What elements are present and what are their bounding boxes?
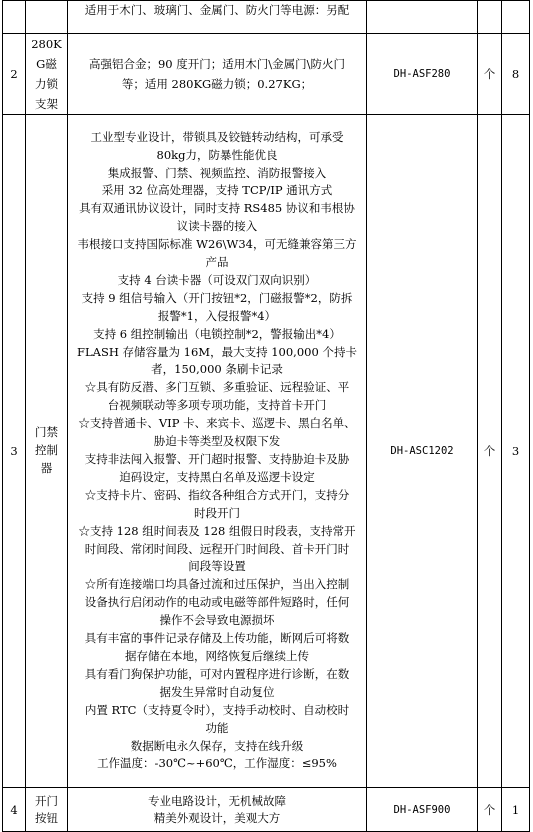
unit-cell: 个 (478, 788, 502, 832)
spec-cell (68, 34, 367, 115)
row-number-cell (3, 1, 26, 34)
model-cell: DH-ASF280 (367, 34, 478, 115)
spec-line: 具有双通讯协议设计，同时支持 RS485 协议和韦根协 (79, 201, 355, 216)
product-name-cell (26, 788, 68, 832)
product-name-line: 开门 (35, 793, 58, 808)
spec-line: 支持 6 组控制输出（电锁控制*2，警报输出*4） (93, 326, 341, 341)
table-row (3, 34, 530, 115)
spec-line: 数据断电永久保存，支持在线升级 (130, 738, 304, 753)
product-name-cell (26, 1, 68, 34)
spec-line: 工业型专业设计，带锁具及铰链转动结构，可承受 (90, 129, 344, 144)
quantity-cell: 3 (502, 115, 530, 788)
spec-line: 专业电路设计，无机械故障 (148, 793, 286, 808)
spec-line: 支持 4 台读卡器（可设双门双向识别） (117, 272, 317, 287)
spec-line: 精美外观设计，美观大方 (153, 810, 281, 825)
spec-line: 胁迫卡等类型及权限下发 (153, 434, 281, 449)
row-number-cell: 4 (3, 788, 26, 832)
table-row (3, 1, 530, 34)
spec-line: 等；适用 280KG磁力锁；0.27KG； (121, 77, 313, 91)
spec-line: 操作不会导致电源损坏 (159, 613, 275, 628)
quantity-cell: 1 (502, 788, 530, 832)
spec-line: ☆具有防反潜、多门互锁、多重验证、远程验证、平 (84, 380, 350, 395)
product-name-cell (26, 115, 68, 788)
spec-line: ☆支持卡片、密码、指纹各种组合方式开门，支持分 (84, 487, 350, 502)
spec-line: 具有看门狗保护功能，可对内置程序进行诊断，在数 (84, 666, 350, 681)
spec-line: 台视频联动等多项专项功能，支持首卡开门 (107, 398, 327, 413)
spec-line: 功能 (205, 720, 229, 735)
row-number-cell: 2 (3, 34, 26, 115)
spec-line: 高强铝合金；90 度开门；适用木门\金属门\防火门 (88, 57, 346, 71)
spec-line: 韦根接口支持国际标准 W26\W34，可无缝兼容第三方 (77, 237, 357, 252)
spec-line: ☆支持 128 组时间表及 128 组假日时段表，支持常开 (78, 523, 356, 538)
spec-cell (68, 788, 367, 832)
product-name-line: 280K (31, 37, 62, 51)
model-cell (367, 1, 478, 34)
spec-line: 支持 9 组信号输入（开门按钮*2，门磁报警*2，防拆 (81, 290, 353, 305)
table-row (3, 115, 530, 788)
spec-line: 设备执行启闭动作的电动或电磁等部件短路时，任何 (84, 595, 350, 610)
spec-cell (68, 1, 367, 34)
spec-line: 产品 (205, 255, 229, 270)
product-name-line: 控制 (35, 443, 58, 458)
product-name-line: 支架 (35, 97, 58, 111)
product-name-line: 门禁 (35, 425, 58, 440)
spec-table (2, 0, 530, 832)
unit-cell: 个 (478, 115, 502, 788)
spec-line: 迫码设定，支持黑白名单及巡逻卡设定 (119, 469, 315, 484)
spec-line: 集成报警、门禁、视频监控、消防报警接入 (107, 165, 327, 180)
spec-line: 者，150,000 条刷卡记录 (151, 362, 283, 377)
spec-line: 报警*1，入侵报警*4） (157, 308, 277, 323)
spec-line: 间段等设置 (188, 559, 246, 574)
spec-line: 80kg力，防暴性能优良 (156, 147, 278, 162)
spec-line: 支持非法闯入报警、开门超时报警、支持胁迫卡及胁 (84, 452, 350, 466)
model-cell: DH-ASC1202 (367, 115, 478, 788)
table-row (3, 788, 530, 832)
spec-line: ☆所有连接端口均具备过流和过压保护，当出入控制 (84, 577, 350, 592)
product-name-line: 按钮 (35, 810, 58, 825)
product-name-line: G磁 (36, 57, 57, 71)
unit-cell (478, 1, 502, 34)
spec-line: 内置 RTC（支持夏令时），支持手动校时、自动校时 (84, 702, 350, 717)
spec-line: 据存储在本地，网络恢复后继续上传 (125, 648, 309, 663)
model-cell: DH-ASF900 (367, 788, 478, 832)
product-name-line: 力锁 (35, 77, 58, 91)
spec-line: 采用 32 位高处理器，支持 TCP/IP 通讯方式 (101, 183, 333, 198)
spec-line: 议读卡器的接入 (176, 219, 258, 234)
spec-line: 时段开门 (194, 505, 240, 520)
spec-line: 时间段、常闭时间段、远程开门时间段、首卡开门时 (84, 541, 350, 556)
unit-cell: 个 (478, 34, 502, 115)
quantity-cell: 8 (502, 34, 530, 115)
quantity-cell (502, 1, 530, 34)
row-number-cell: 3 (3, 115, 26, 788)
product-name-line: 器 (40, 460, 53, 475)
spec-cell (68, 115, 367, 788)
spec-line: 适用于木门、玻璃门、金属门、防火门等电源：另配 (84, 3, 350, 17)
spec-line: 具有丰富的事件记录存储及上传功能，断网后可将数 (84, 631, 350, 646)
spec-line: FLASH 存储容量为 16M，最大支持 100,000 个持卡 (77, 344, 357, 359)
spec-line: ☆支持普通卡、VIP 卡、来宾卡、巡逻卡、黑白名单、 (78, 416, 356, 431)
spec-line: 据发生异常时自动复位 (159, 684, 275, 699)
product-name-cell (26, 34, 68, 115)
spec-line: 工作温度：-30℃~+60℃，工作湿度：≤95% (97, 756, 337, 771)
